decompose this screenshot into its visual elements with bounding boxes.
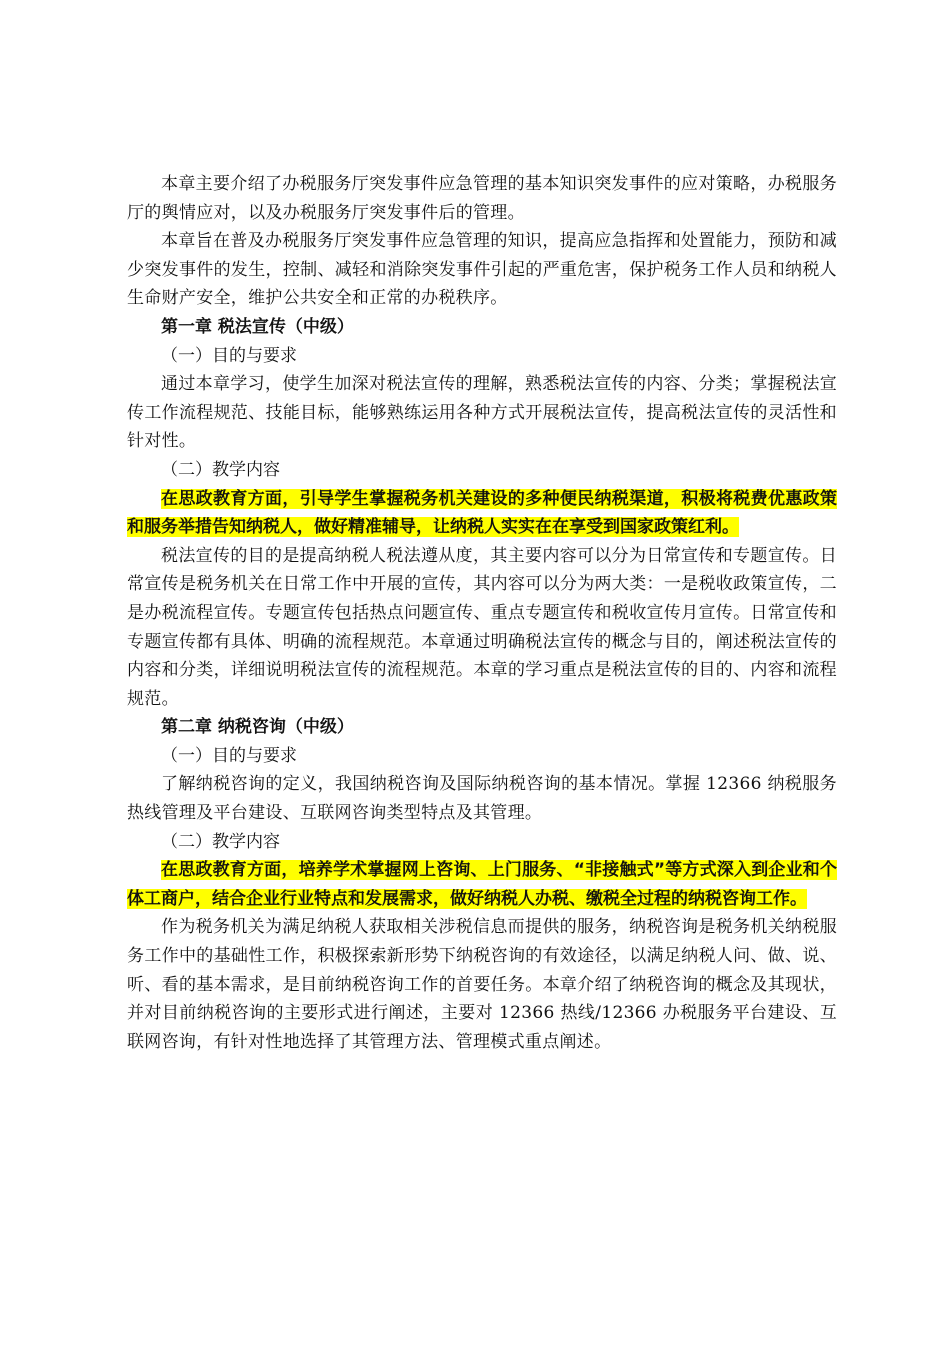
chapter1-title: 第一章 税法宣传（中级）: [161, 316, 354, 337]
chapter2-content-paragraph: 作为税务机关为满足纳税人获取相关涉税信息而提供的服务，纳税咨询是税务机关纳税服务工作中的基础性工作，积极探索新形势下纳税咨询的有效途径，以满足纳税人问、做、说、听、看的基本需求，是目前纳税咨询工作的首要任务。本章介绍了纳税咨询的概念及其现状，并对目前纳税咨询的主要形式进行阐述，主要对 12366 热线/12366 办税服务平台建设、互联网咨询，有针对性地选择了其管理方法、管理模式重点阐述。: [127, 917, 837, 1052]
chapter2-goals-paragraph: 了解纳税咨询的定义，我国纳税咨询及国际纳税咨询的基本情况。掌握 12366 纳税服务热线管理及平台建设、互联网咨询类型特点及其管理。: [127, 774, 837, 824]
chapter1-highlight-text: 在思政教育方面，引导学生掌握税务机关建设的多种便民纳税渠道，积极将税费优惠政策和服务举措告知纳税人，做好精准辅导，让纳税人实实在在享受到国家政策红利。: [127, 488, 837, 538]
intro-paragraph-1: 本章主要介绍了办税服务厅突发事件应急管理的基本知识突发事件的应对策略，办税服务厅的舆情应对，以及办税服务厅突发事件后的管理。: [127, 174, 837, 223]
chapter2-highlight-text: 在思政教育方面，培养学术掌握网上咨询、上门服务、“非接触式”等方式深入到企业和个体工商户，结合企业行业特点和发展需求，做好纳税人办税、缴税全过程的纳税咨询工作。: [127, 860, 837, 909]
chapter1-subheading-goals: （一）目的与要求: [161, 345, 297, 366]
chapter2-subheading-content: （二）教学内容: [161, 831, 280, 852]
document-body: [127, 170, 837, 1056]
chapter1-content-paragraph: 税法宣传的目的是提高纳税人税法遵从度，其主要内容可以分为日常宣传和专题宣传。日常宣传是税务机关在日常工作中开展的宣传，其内容可以分为两大类：一是税收政策宣传，二是办税流程宣传。专题宣传包括热点问题宣传、重点专题宣传和税收宣传月宣传。日常宣传和专题宣传都有具体、明确的流程规范。本章通过明确税法宣传的概念与目的，阐述税法宣传的内容和分类，详细说明税法宣传的流程规范。本章的学习重点是税法宣传的目的、内容和流程规范。: [127, 545, 837, 709]
chapter1-highlight-block: [127, 485, 837, 542]
intro-paragraph-2: 本章旨在普及办税服务厅突发事件应急管理的知识，提高应急指挥和处置能力，预防和减少突发事件的发生，控制、减轻和消除突发事件引起的严重危害，保护税务工作人员和纳税人生命财产安全，维护公共安全和正常的办税秩序。: [127, 231, 837, 309]
chapter2-subheading-goals: （一）目的与要求: [161, 745, 297, 766]
chapter1-goals-paragraph: 通过本章学习，使学生加深对税法宣传的理解，熟悉税法宣传的内容、分类；掌握税法宣传工作流程规范、技能目标，能够熟练运用各种方式开展税法宣传，提高税法宣传的灵活性和针对性。: [127, 374, 837, 452]
chapter1-subheading-content: （二）教学内容: [161, 459, 280, 480]
chapter2-title: 第二章 纳税咨询（中级）: [161, 717, 354, 738]
chapter2-highlight-block: [127, 856, 837, 913]
